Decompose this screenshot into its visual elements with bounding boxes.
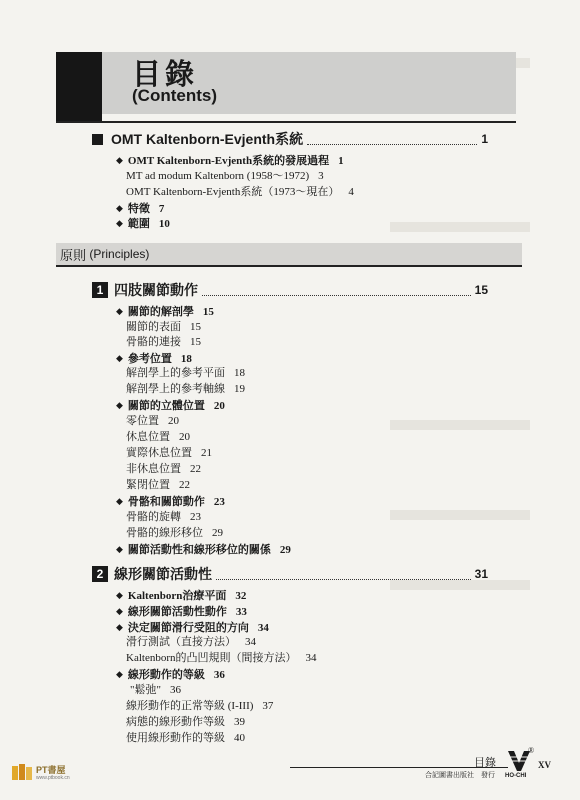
toc-entry[interactable]: ◆ 特徵 7 [116,203,165,215]
toc-entry[interactable]: 線形動作的正常等級 (I-III) 37 [126,700,274,712]
toc-entry[interactable]: MT ad modum Kaltenborn (1958～1972) 3 [126,170,324,182]
toc-entry[interactable]: 骨骼的線形移位 29 [126,527,223,539]
bullet-icon: ◆ [116,606,123,616]
bullet-icon: ◆ [116,669,123,679]
bleed-through [390,222,530,232]
toc-entry[interactable]: ◆ 骨骼和關節動作 23 [116,496,225,508]
toc-entry[interactable]: ◆ 線形動作的等級 36 [116,669,225,681]
toc-entry[interactable]: ◆ 線形關節活動性動作 33 [116,606,247,618]
chapter-heading[interactable] [92,130,488,148]
bullet-icon: ◆ [116,218,123,228]
bullet-icon: ◆ [116,544,123,554]
toc-entry[interactable]: 使用線形動作的等級 40 [126,732,245,744]
toc-entry[interactable]: ◆ OMT Kaltenborn-Evjenth系統的發展過程 1 [116,155,344,167]
page-title: 目錄 [132,59,199,91]
toc-entry[interactable]: ◆ 參考位置 18 [116,353,192,365]
footer-title: 目錄 [474,757,496,769]
leader-dots [307,134,477,145]
section-title-zh: 原則 [60,247,87,263]
bullet-icon: ◆ [116,590,123,600]
toc-entry[interactable]: "鬆弛" 36 [130,684,181,696]
chapter-heading[interactable] [92,565,488,583]
watermark-logo-icon [12,764,32,782]
bullet-icon: ◆ [116,203,123,213]
toc-entry[interactable]: 零位置 20 [126,415,179,427]
watermark-text: PT書屋 [36,765,66,775]
section-title-en: (Principles) [89,247,150,261]
toc-entry[interactable]: 骨骼的旋轉 23 [126,511,201,523]
page-subtitle: (Contents) [132,86,217,105]
toc-entry[interactable]: ◆ 關節的立體位置 20 [116,400,225,412]
bullet-icon: ◆ [116,496,123,506]
leader-dots [216,569,471,580]
section-bar [56,243,522,267]
square-bullet-icon [92,134,103,145]
toc-entry[interactable]: 病態的線形動作等級 39 [126,716,245,728]
bullet-icon: ◆ [116,155,123,165]
publisher-logo-icon [508,751,530,771]
chapter-title: 四肢關節動作 [114,282,198,298]
toc-entry[interactable]: 解剖學上的參考平面 18 [126,367,245,379]
chapter-title: 線形關節活動性 [114,566,212,582]
toc-entry[interactable]: Kaltenborn的凸凹規則（間接方法） 34 [126,652,317,664]
toc-entry[interactable]: 解剖學上的參考軸線 19 [126,383,245,395]
toc-entry[interactable]: 實際休息位置 21 [126,447,212,459]
bullet-icon: ◆ [116,400,123,410]
toc-entry[interactable]: OMT Kaltenborn-Evjenth系統（1973～現在） 4 [126,186,354,198]
chapter-number: 2 [92,566,108,582]
bullet-icon: ◆ [116,306,123,316]
toc-entry[interactable]: ◆ 決定關節滑行受阻的方向 34 [116,622,269,634]
bullet-icon: ◆ [116,622,123,632]
header-rule [56,121,516,123]
toc-entry[interactable]: ◆ 範圍 10 [116,218,170,230]
leader-dots [202,285,471,296]
toc-entry[interactable]: 非休息位置 22 [126,463,201,475]
bleed-through [390,420,530,430]
toc-entry[interactable]: ◆ Kaltenborn治療平面 32 [116,590,247,602]
bullet-icon: ◆ [116,353,123,363]
page-number: XV [538,760,551,770]
toc-entry[interactable]: 關節的表面 15 [126,321,201,333]
watermark-url: www.ptbook.cn [36,775,70,781]
bleed-through [390,510,530,520]
toc-entry[interactable]: 緊閉位置 22 [126,479,190,491]
toc-entry[interactable]: 休息位置 20 [126,431,190,443]
toc-entry[interactable]: 骨骼的連接 15 [126,336,201,348]
chapter-title: OMT Kaltenborn-Evjenth系統 [111,131,304,147]
chapter-number: 1 [92,282,108,298]
publisher-brand: HO-CHI [505,773,527,779]
toc-entry[interactable]: ◆ 關節活動性和線形移位的關係 29 [116,544,291,556]
toc-entry[interactable]: ◆ 關節的解剖學 15 [116,306,214,318]
chapter-page: 15 [474,283,488,297]
footer-publisher: 合記圖書出版社 發行 [425,772,495,779]
registered-icon: ® [528,746,535,755]
chapter-page: 1 [481,132,488,146]
chapter-heading[interactable] [92,281,488,299]
header-block-dark [56,52,102,122]
toc-entry[interactable]: 滑行測試（直接方法） 34 [126,636,256,648]
chapter-page: 31 [474,567,488,581]
